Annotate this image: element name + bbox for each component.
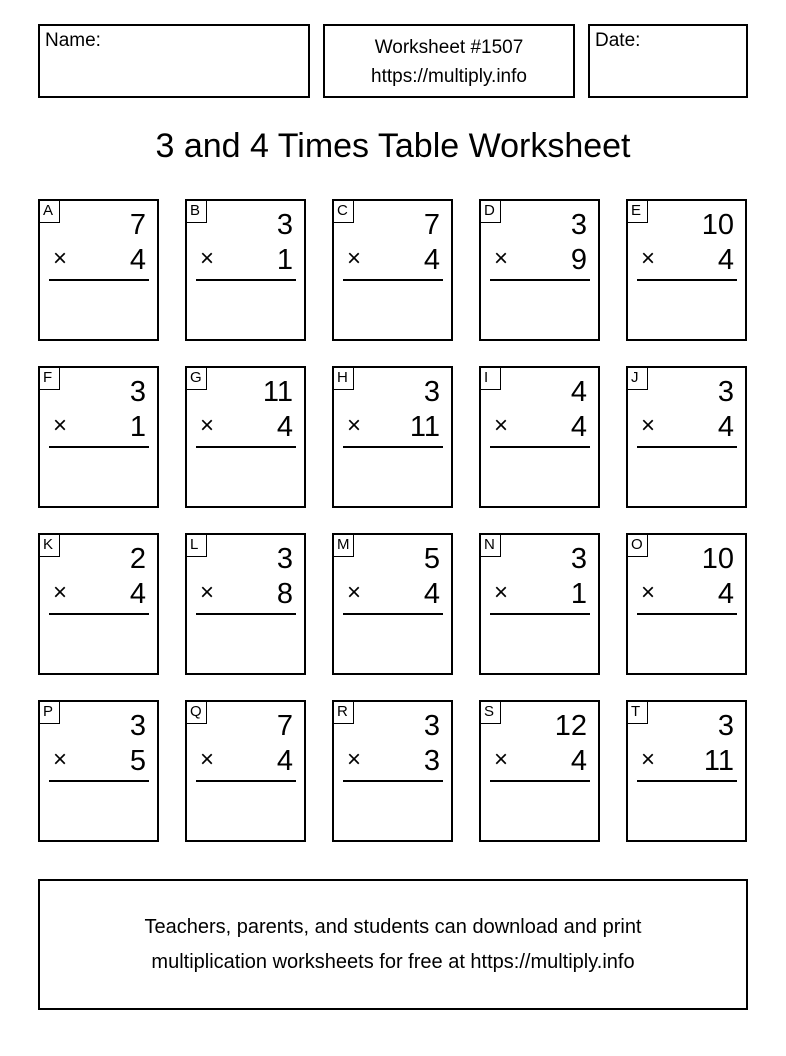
footer-line-1: Teachers, parents, and students can download and print [144, 916, 642, 938]
multiplier: 4 [129, 244, 146, 276]
times-icon: × [494, 245, 509, 272]
times-icon: × [641, 746, 656, 773]
times-icon: × [494, 579, 509, 606]
problem-letter: B [187, 201, 207, 223]
problem-card[interactable] [185, 199, 306, 341]
problem-card[interactable] [38, 700, 159, 842]
problem-letter: M [334, 535, 354, 557]
times-icon: × [641, 579, 656, 606]
times-icon: × [53, 746, 68, 773]
times-icon: × [200, 245, 215, 272]
problem-card[interactable] [626, 700, 747, 842]
multiplicand: 5 [423, 543, 440, 575]
times-icon: × [347, 412, 362, 439]
multiplicand: 3 [423, 710, 440, 742]
multiplicand: 7 [276, 710, 293, 742]
problem-card[interactable] [185, 700, 306, 842]
problem-card[interactable] [626, 533, 747, 675]
multiplicand: 3 [129, 710, 146, 742]
times-icon: × [53, 412, 68, 439]
multiplier: 3 [423, 745, 440, 777]
answer-line [637, 780, 737, 782]
times-icon: × [53, 579, 68, 606]
multiplicand: 7 [423, 209, 440, 241]
answer-line [343, 780, 443, 782]
answer-line [637, 279, 737, 281]
answer-line [637, 613, 737, 615]
times-icon: × [494, 746, 509, 773]
multiplier: 1 [570, 578, 587, 610]
answer-line [490, 279, 590, 281]
problem-letter: G [187, 368, 207, 390]
problem-letter: Q [187, 702, 207, 724]
problem-card[interactable] [479, 700, 600, 842]
footer-line-2: multiplication worksheets for free at https://multiply.info [151, 951, 635, 973]
answer-line [637, 446, 737, 448]
multiplicand: 2 [129, 543, 146, 575]
problem-card[interactable] [332, 533, 453, 675]
problem-letter: H [334, 368, 354, 390]
problem-card[interactable] [332, 366, 453, 508]
answer-line [343, 446, 443, 448]
answer-line [49, 613, 149, 615]
worksheet-title: 3 and 4 Times Table Worksheet [155, 127, 631, 165]
multiplier: 8 [276, 578, 293, 610]
problem-letter: D [481, 201, 501, 223]
times-icon: × [347, 746, 362, 773]
problem-letter: R [334, 702, 354, 724]
problem-card[interactable] [185, 366, 306, 508]
name-field-box[interactable] [38, 24, 310, 98]
multiplicand: 3 [423, 376, 440, 408]
multiplicand: 3 [129, 376, 146, 408]
multiplier: 4 [129, 578, 146, 610]
problem-card[interactable] [38, 366, 159, 508]
answer-line [343, 279, 443, 281]
problem-letter: J [628, 368, 648, 390]
multiplier: 4 [276, 745, 293, 777]
multiplier: 4 [717, 578, 734, 610]
answer-line [49, 279, 149, 281]
times-icon: × [641, 245, 656, 272]
multiplier: 9 [570, 244, 587, 276]
answer-line [196, 279, 296, 281]
worksheet-number: Worksheet #1507 [374, 37, 524, 58]
problem-letter: O [628, 535, 648, 557]
multiplier: 4 [570, 411, 587, 443]
times-icon: × [200, 746, 215, 773]
multiplier: 11 [703, 745, 734, 777]
problem-letter: E [628, 201, 648, 223]
problem-card[interactable] [626, 199, 747, 341]
times-icon: × [53, 245, 68, 272]
answer-line [196, 780, 296, 782]
answer-line [196, 613, 296, 615]
times-icon: × [347, 245, 362, 272]
problem-letter: K [40, 535, 60, 557]
problem-card[interactable] [38, 199, 159, 341]
multiplicand: 3 [717, 710, 734, 742]
multiplier: 4 [717, 411, 734, 443]
multiplicand: 12 [554, 710, 587, 742]
problem-card[interactable] [479, 533, 600, 675]
worksheet-url: https://multiply.info [371, 66, 527, 87]
problem-card[interactable] [479, 366, 600, 508]
multiplier: 4 [717, 244, 734, 276]
times-icon: × [200, 412, 215, 439]
answer-line [490, 446, 590, 448]
times-icon: × [200, 579, 215, 606]
problem-letter: P [40, 702, 60, 724]
answer-line [343, 613, 443, 615]
multiplicand: 3 [717, 376, 734, 408]
problem-letter: T [628, 702, 648, 724]
multiplicand: 3 [570, 543, 587, 575]
problem-letter: I [481, 368, 501, 390]
multiplicand: 10 [701, 543, 734, 575]
problem-letter: A [40, 201, 60, 223]
multiplicand: 7 [129, 209, 146, 241]
multiplicand: 3 [570, 209, 587, 241]
problem-letter: C [334, 201, 354, 223]
footer-box [38, 879, 748, 1010]
multiplier: 1 [276, 244, 293, 276]
multiplier: 4 [570, 745, 587, 777]
multiplier: 4 [276, 411, 293, 443]
times-icon: × [347, 579, 362, 606]
problem-letter: S [481, 702, 501, 724]
multiplicand: 11 [262, 376, 293, 408]
times-icon: × [494, 412, 509, 439]
multiplier: 4 [423, 244, 440, 276]
problem-card[interactable] [332, 199, 453, 341]
problem-letter: F [40, 368, 60, 390]
multiplier: 1 [129, 411, 146, 443]
multiplicand: 10 [701, 209, 734, 241]
multiplicand: 4 [570, 376, 587, 408]
multiplicand: 3 [276, 209, 293, 241]
answer-line [490, 780, 590, 782]
date-field-box[interactable] [588, 24, 748, 98]
multiplicand: 3 [276, 543, 293, 575]
multiplier: 4 [423, 578, 440, 610]
answer-line [49, 780, 149, 782]
problem-card[interactable] [38, 533, 159, 675]
times-icon: × [641, 412, 656, 439]
answer-line [196, 446, 296, 448]
answer-line [490, 613, 590, 615]
problem-card[interactable] [185, 533, 306, 675]
problem-letter: N [481, 535, 501, 557]
worksheet-info-box [323, 24, 575, 98]
problem-letter: L [187, 535, 207, 557]
multiplier: 11 [409, 411, 440, 443]
problem-card[interactable] [626, 366, 747, 508]
problem-card[interactable] [479, 199, 600, 341]
name-label: Name: [45, 30, 101, 51]
multiplier: 5 [129, 745, 146, 777]
answer-line [49, 446, 149, 448]
date-label: Date: [595, 30, 641, 51]
problem-card[interactable] [332, 700, 453, 842]
